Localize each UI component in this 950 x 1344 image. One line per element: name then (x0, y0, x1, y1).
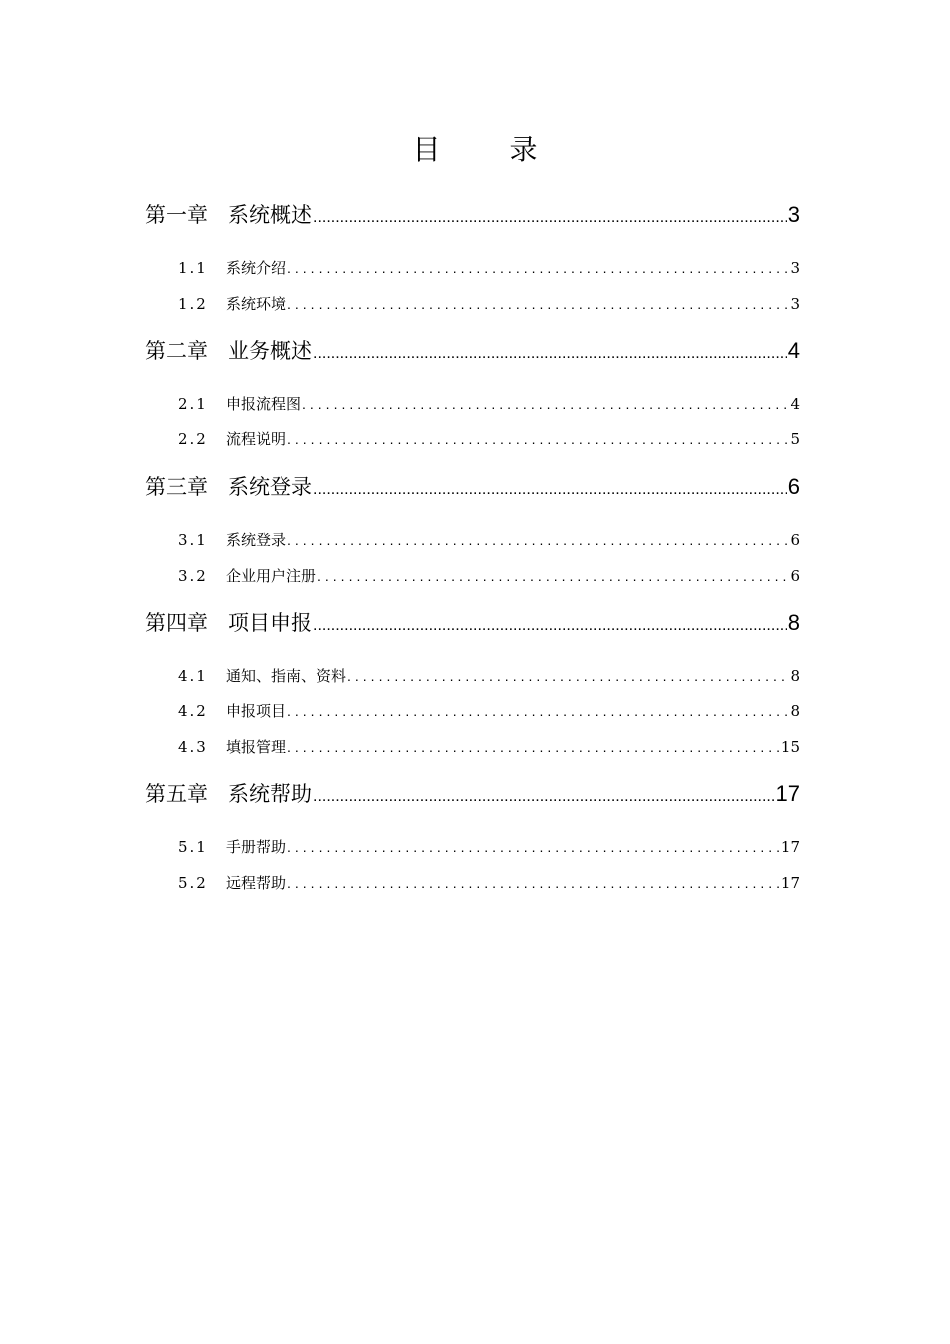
chapter-number: 第一章 (145, 203, 208, 227)
section-label: 系统介绍 (226, 259, 287, 277)
dot-leader (287, 699, 789, 723)
dot-leader (347, 664, 789, 688)
dot-leader (287, 528, 789, 552)
section-label: 申报项目 (226, 702, 287, 720)
dot-leader (313, 202, 787, 234)
chapter-number: 第二章 (145, 339, 208, 363)
toc-section-4-3[interactable] (178, 735, 800, 759)
chapter-number: 第四章 (145, 611, 208, 635)
dot-leader (317, 564, 789, 588)
dot-leader (287, 292, 789, 316)
chapter-page: 3 (787, 202, 800, 227)
chapter-page: 17 (775, 781, 800, 806)
section-number: 2.1 (178, 395, 208, 413)
section-label: 手册帮助 (226, 838, 287, 856)
chapter-page: 6 (787, 474, 800, 499)
dot-leader (287, 256, 789, 280)
toc-section-1-2[interactable] (178, 292, 800, 316)
dot-leader (287, 835, 780, 859)
chapter-label: 业务概述 (228, 339, 312, 363)
section-number: 5.2 (178, 874, 208, 892)
toc-chapter-2[interactable] (145, 335, 800, 367)
dot-leader (287, 427, 789, 451)
toc-section-5-1[interactable] (178, 835, 800, 859)
dot-leader (313, 338, 787, 370)
chapter-label: 系统帮助 (228, 782, 312, 806)
section-page: 17 (780, 874, 800, 892)
toc-title: 目 录 (412, 133, 568, 166)
section-label: 流程说明 (226, 430, 287, 448)
dot-leader (313, 781, 775, 813)
section-page: 3 (790, 259, 800, 277)
section-label: 申报流程图 (226, 395, 302, 413)
chapter-page: 4 (787, 338, 800, 363)
dot-leader (287, 871, 780, 895)
toc-section-2-2[interactable] (178, 427, 800, 451)
toc-chapter-3[interactable] (145, 471, 800, 503)
section-label: 系统登录 (226, 531, 287, 549)
section-number: 4.1 (178, 667, 208, 685)
chapter-label: 系统概述 (228, 203, 312, 227)
dot-leader (287, 735, 780, 759)
toc-section-4-2[interactable] (178, 699, 800, 723)
section-page: 15 (780, 738, 800, 756)
section-number: 1.2 (178, 295, 208, 313)
section-label: 企业用户注册 (226, 567, 317, 585)
toc-section-1-1[interactable] (178, 256, 800, 280)
dot-leader (302, 392, 789, 416)
section-number: 2.2 (178, 430, 208, 448)
section-label: 通知、指南、资料 (226, 667, 347, 685)
toc-section-3-2[interactable] (178, 564, 800, 588)
section-label: 远程帮助 (226, 874, 287, 892)
section-page: 5 (790, 430, 800, 448)
chapter-label: 系统登录 (228, 475, 312, 499)
section-number: 5.1 (178, 838, 208, 856)
dot-leader (313, 474, 787, 506)
chapter-label: 项目申报 (228, 611, 312, 635)
toc-section-3-1[interactable] (178, 528, 800, 552)
section-label: 填报管理 (226, 738, 287, 756)
section-number: 3.1 (178, 531, 208, 549)
section-page: 17 (780, 838, 800, 856)
toc-chapter-1[interactable] (145, 199, 800, 231)
toc-section-5-2[interactable] (178, 871, 800, 895)
section-page: 6 (790, 567, 800, 585)
toc-chapter-4[interactable] (145, 607, 800, 639)
section-number: 1.1 (178, 259, 208, 277)
section-page: 8 (790, 667, 800, 685)
section-number: 4.3 (178, 738, 208, 756)
section-page: 8 (790, 702, 800, 720)
toc-chapter-5[interactable] (145, 778, 800, 810)
section-label: 系统环境 (226, 295, 287, 313)
dot-leader (313, 610, 787, 642)
toc-section-2-1[interactable] (178, 392, 800, 416)
section-page: 3 (790, 295, 800, 313)
toc-section-4-1[interactable] (178, 664, 800, 688)
section-page: 4 (790, 395, 800, 413)
section-number: 3.2 (178, 567, 208, 585)
section-page: 6 (790, 531, 800, 549)
chapter-number: 第三章 (145, 475, 208, 499)
chapter-number: 第五章 (145, 782, 208, 806)
chapter-page: 8 (787, 610, 800, 635)
section-number: 4.2 (178, 702, 208, 720)
